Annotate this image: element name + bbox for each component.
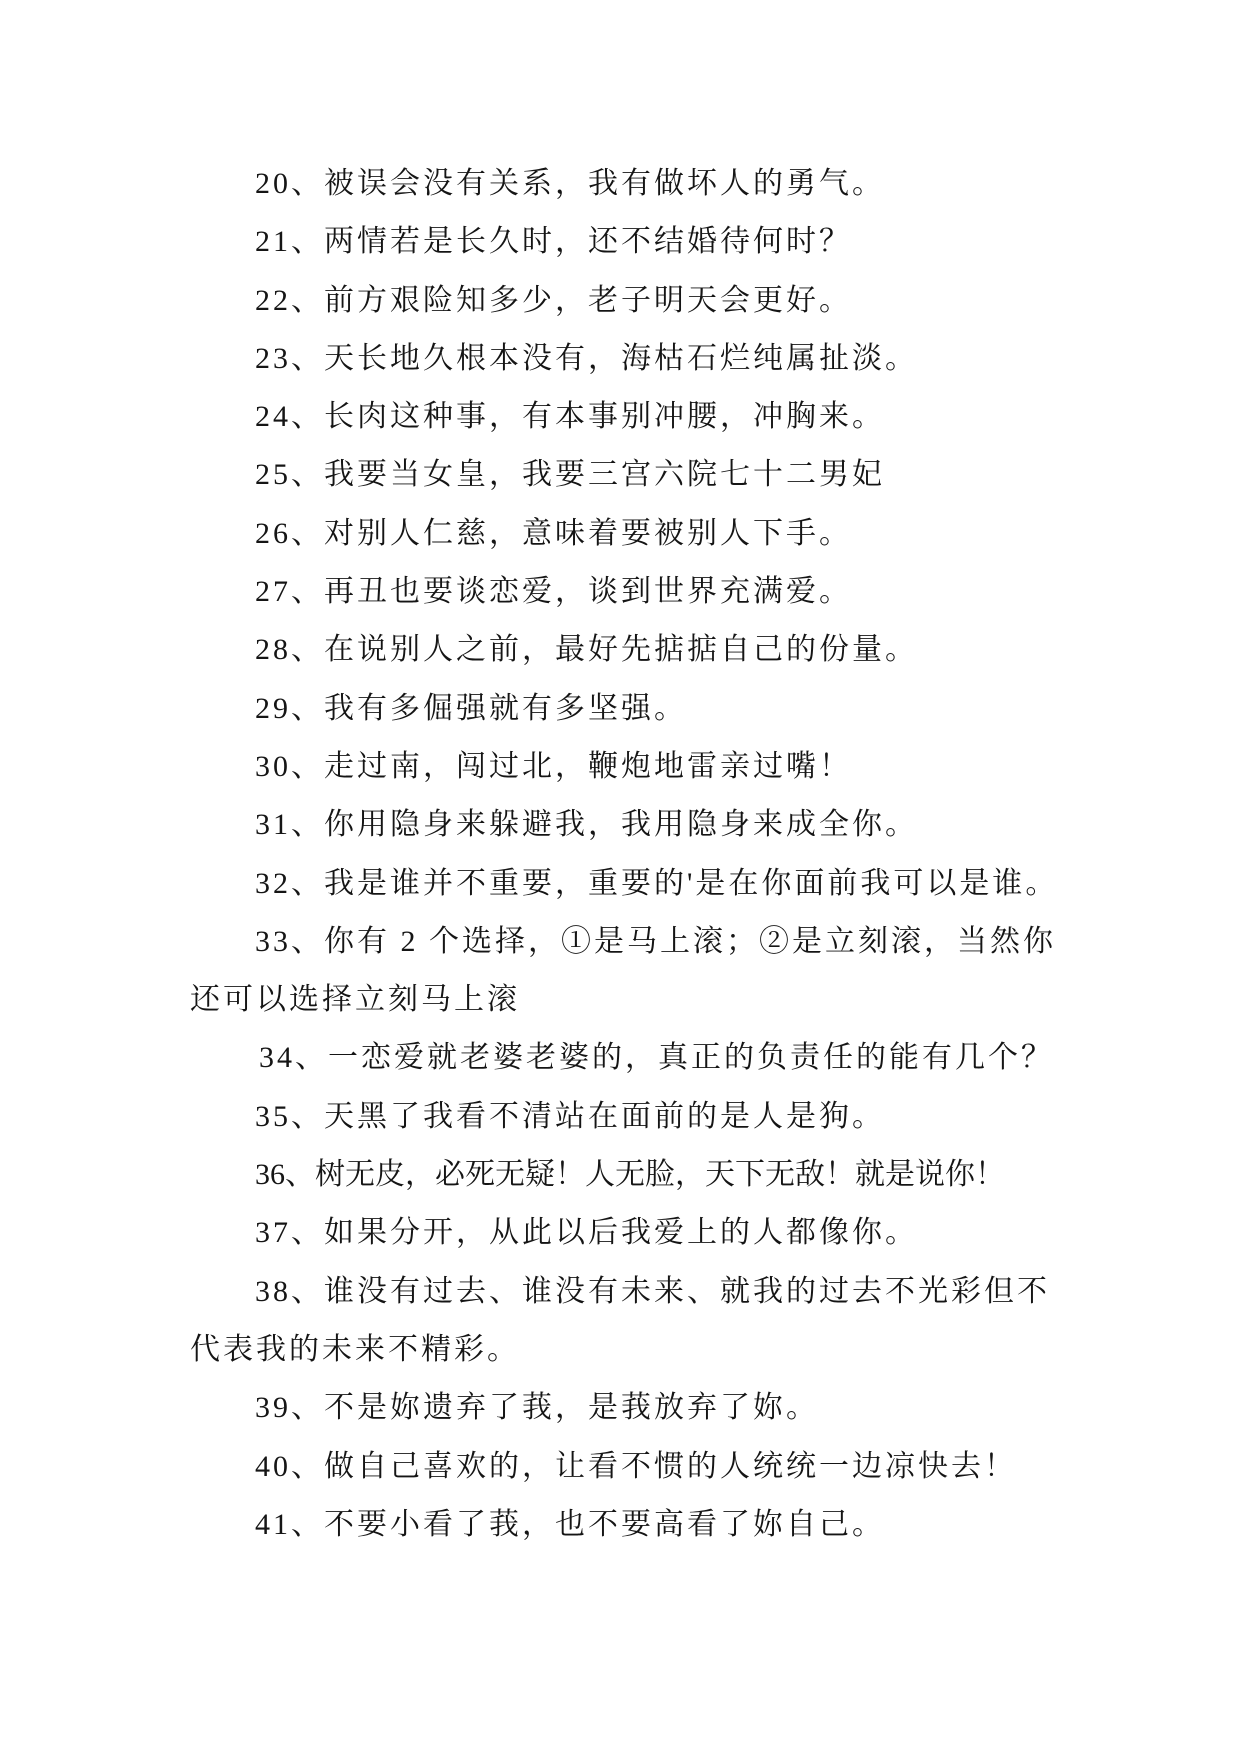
- list-item: [190, 1438, 1110, 1496]
- list-item-line-continuation: 代表我的未来不精彩。: [190, 1332, 520, 1366]
- list-item-line: 30、走过南，闯过北，鞭炮地雷亲过嘴！: [255, 749, 852, 783]
- list-item: [190, 680, 1110, 738]
- list-item-line: 29、我有多倔强就有多坚强。: [255, 691, 687, 725]
- list-item-line: 21、两情若是长久时，还不结婚待何时？: [255, 225, 852, 259]
- list-item-line: 41、不要小看了莪，也不要高看了妳自己。: [255, 1507, 885, 1541]
- list-item-line: 28、在说别人之前，最好先掂掂自己的份量。: [255, 633, 918, 667]
- list-item-line: 27、再丑也要谈恋爱，谈到世界充满爱。: [255, 575, 852, 609]
- list-item: [190, 330, 1110, 388]
- list-item: [190, 1204, 1110, 1262]
- list-item-line: 26、对别人仁慈，意味着要被别人下手。: [255, 516, 852, 550]
- list-item: [190, 388, 1110, 446]
- list-item: [190, 272, 1110, 330]
- list-item-line: 20、被误会没有关系，我有做坏人的勇气。: [255, 167, 885, 200]
- list-item-line: 22、前方艰险知多少，老子明天会更好。: [255, 283, 852, 317]
- list-item: [190, 1263, 1110, 1380]
- document-body: [190, 155, 1110, 1554]
- list-item: [190, 1029, 1110, 1087]
- list-item-line: 25、我要当女皇，我要三宫六院七十二男妃: [255, 458, 885, 492]
- list-item-line: 35、天黑了我看不清站在面前的是人是狗。: [255, 1099, 885, 1133]
- list-item-line: 36、树无皮，必死无疑！人无脸，天下无敌！就是说你！: [255, 1158, 1005, 1192]
- list-item: [190, 855, 1110, 913]
- list-item-line: 33、你有 2 个选择，①是马上滚；②是立刻滚，当然你: [255, 924, 1056, 958]
- list-item-line: 40、做自己喜欢的，让看不惯的人统统一边凉快去！: [255, 1449, 1017, 1483]
- list-item: [190, 1088, 1110, 1146]
- list-item: [190, 213, 1110, 271]
- list-item-line: 24、长肉这种事，有本事别冲腰，冲胸来。: [255, 400, 885, 434]
- list-item-line: 37、如果分开，从此以后我爱上的人都像你。: [255, 1216, 918, 1250]
- list-item: [190, 1146, 1110, 1204]
- list-item: [190, 446, 1110, 504]
- list-item: [190, 796, 1110, 854]
- list-item: [190, 505, 1110, 563]
- list-item: [190, 913, 1110, 1030]
- list-item: [190, 738, 1110, 796]
- list-item-line: 32、我是谁并不重要，重要的'是在你面前我可以是谁。: [255, 866, 1059, 900]
- list-item: [190, 621, 1110, 679]
- list-item-line: 31、你用隐身来躲避我，我用隐身来成全你。: [255, 808, 918, 842]
- list-item: [190, 155, 1110, 213]
- list-item-line: 23、天长地久根本没有，海枯石烂纯属扯淡。: [255, 341, 918, 375]
- list-item-line-continuation: 还可以选择立刻马上滚: [190, 983, 520, 1017]
- list-item-line: 34、一恋爱就老婆老婆的，真正的负责任的能有几个？: [259, 1041, 1054, 1075]
- list-item-line: 38、谁没有过去、谁没有未来、就我的过去不光彩但不: [255, 1274, 1050, 1308]
- list-item-line: 39、不是妳遗弃了莪，是莪放弃了妳。: [255, 1391, 819, 1425]
- list-item: [190, 563, 1110, 621]
- list-item: [190, 1496, 1110, 1554]
- list-item: [190, 1379, 1110, 1437]
